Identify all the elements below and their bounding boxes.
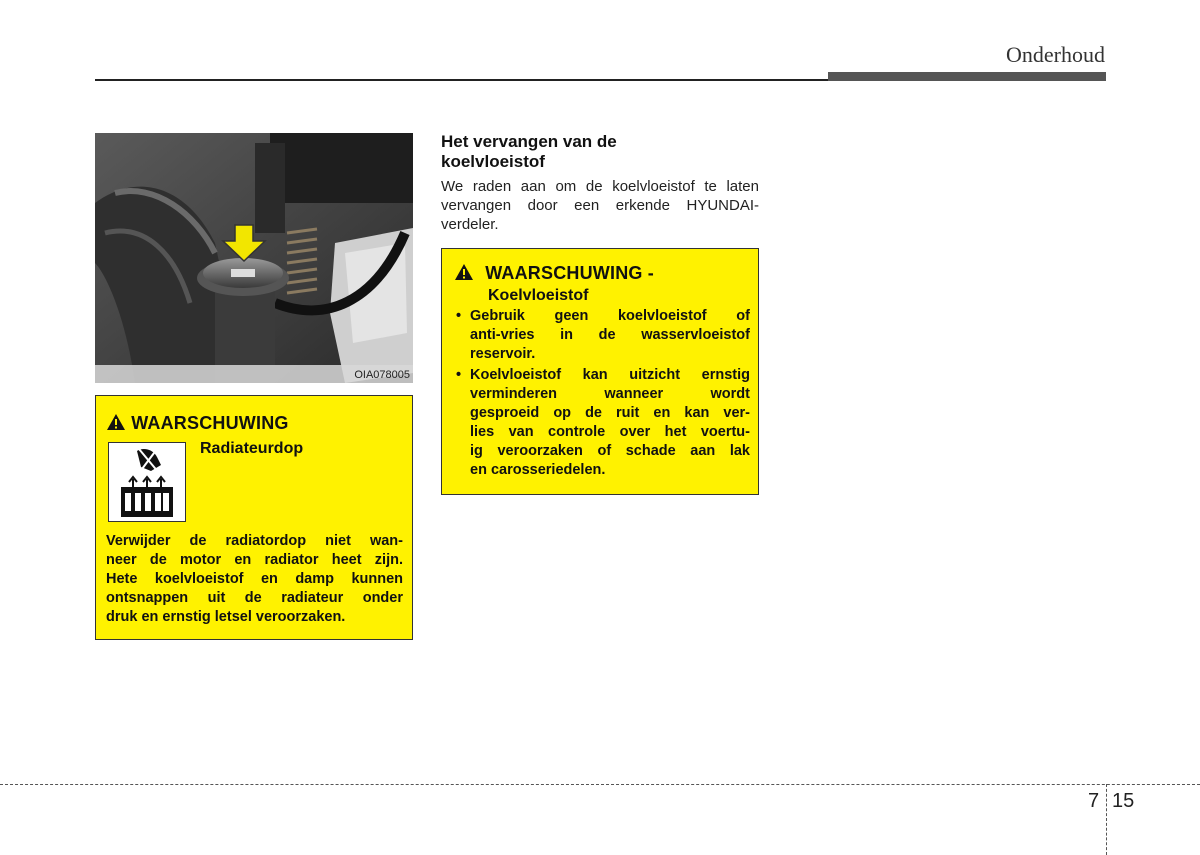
text-line: Hete koelvloeistof en damp kunnen <box>106 571 403 587</box>
text-line: en carosseriedelen. <box>470 462 606 478</box>
text-line: reservoir. <box>470 346 536 362</box>
heading-line: Het vervangen van de <box>441 132 617 151</box>
warning-triangle-icon <box>454 263 474 281</box>
text-line: Verwijder de radiatordop niet wan- <box>106 533 403 549</box>
warning-subtitle: Koelvloeistof <box>488 287 589 304</box>
list-item <box>454 366 750 480</box>
heading-line: koelvloeistof <box>441 152 545 171</box>
header-rule <box>95 79 828 81</box>
text-line: ontsnappen uit de radiateur onder <box>106 590 403 606</box>
text-line: ig veroorzaken of schade aan lak <box>470 443 750 459</box>
warning-subtitle: Radiateurdop <box>200 440 304 457</box>
warning-coolant <box>441 248 759 495</box>
warning-radiator-text <box>106 532 403 627</box>
engine-photo <box>95 133 413 383</box>
warning-title <box>454 263 654 284</box>
hot-radiator-icon <box>108 442 186 522</box>
warning-list <box>454 307 750 482</box>
section-title: Onderhoud <box>1006 42 1105 67</box>
text-line: neer de motor en radiator heet zijn. <box>106 552 403 568</box>
page-number-separator <box>1106 784 1107 855</box>
radiator-cap-photo <box>95 133 413 383</box>
warning-title <box>106 413 289 434</box>
header-bar <box>828 72 1106 81</box>
page-number: 15 <box>1112 790 1135 812</box>
footer-rule <box>0 784 1200 785</box>
list-item <box>454 307 750 364</box>
text-line: gesproeid op de ruit en kan ver- <box>470 405 750 421</box>
text-line: lies van controle over het voertu- <box>470 424 750 440</box>
text-line: • Koelvloeistof kan uitzicht ernstig <box>470 367 750 383</box>
warning-title-text: WAARSCHUWING <box>131 413 289 433</box>
text-line: verminderen wanneer wordt <box>470 386 750 402</box>
chapter-number: 7 <box>1088 790 1100 812</box>
text-line: druk en ernstig letsel veroorzaken. <box>106 609 346 625</box>
section-body: We raden aan om de koelvloeistof te laten vervangen door een erkende HYUNDAI-verdeler. <box>441 178 759 233</box>
text-line: • Gebruik geen koelvloeistof of <box>470 308 750 324</box>
section-heading <box>441 132 761 172</box>
warning-title-text: WAARSCHUWING - <box>485 263 654 283</box>
warning-triangle-icon <box>106 413 126 431</box>
text-line: anti-vries in de wasservloeistof <box>470 327 750 343</box>
photo-code: OIA078005 <box>354 369 410 381</box>
warning-radiator-cap <box>95 395 413 640</box>
